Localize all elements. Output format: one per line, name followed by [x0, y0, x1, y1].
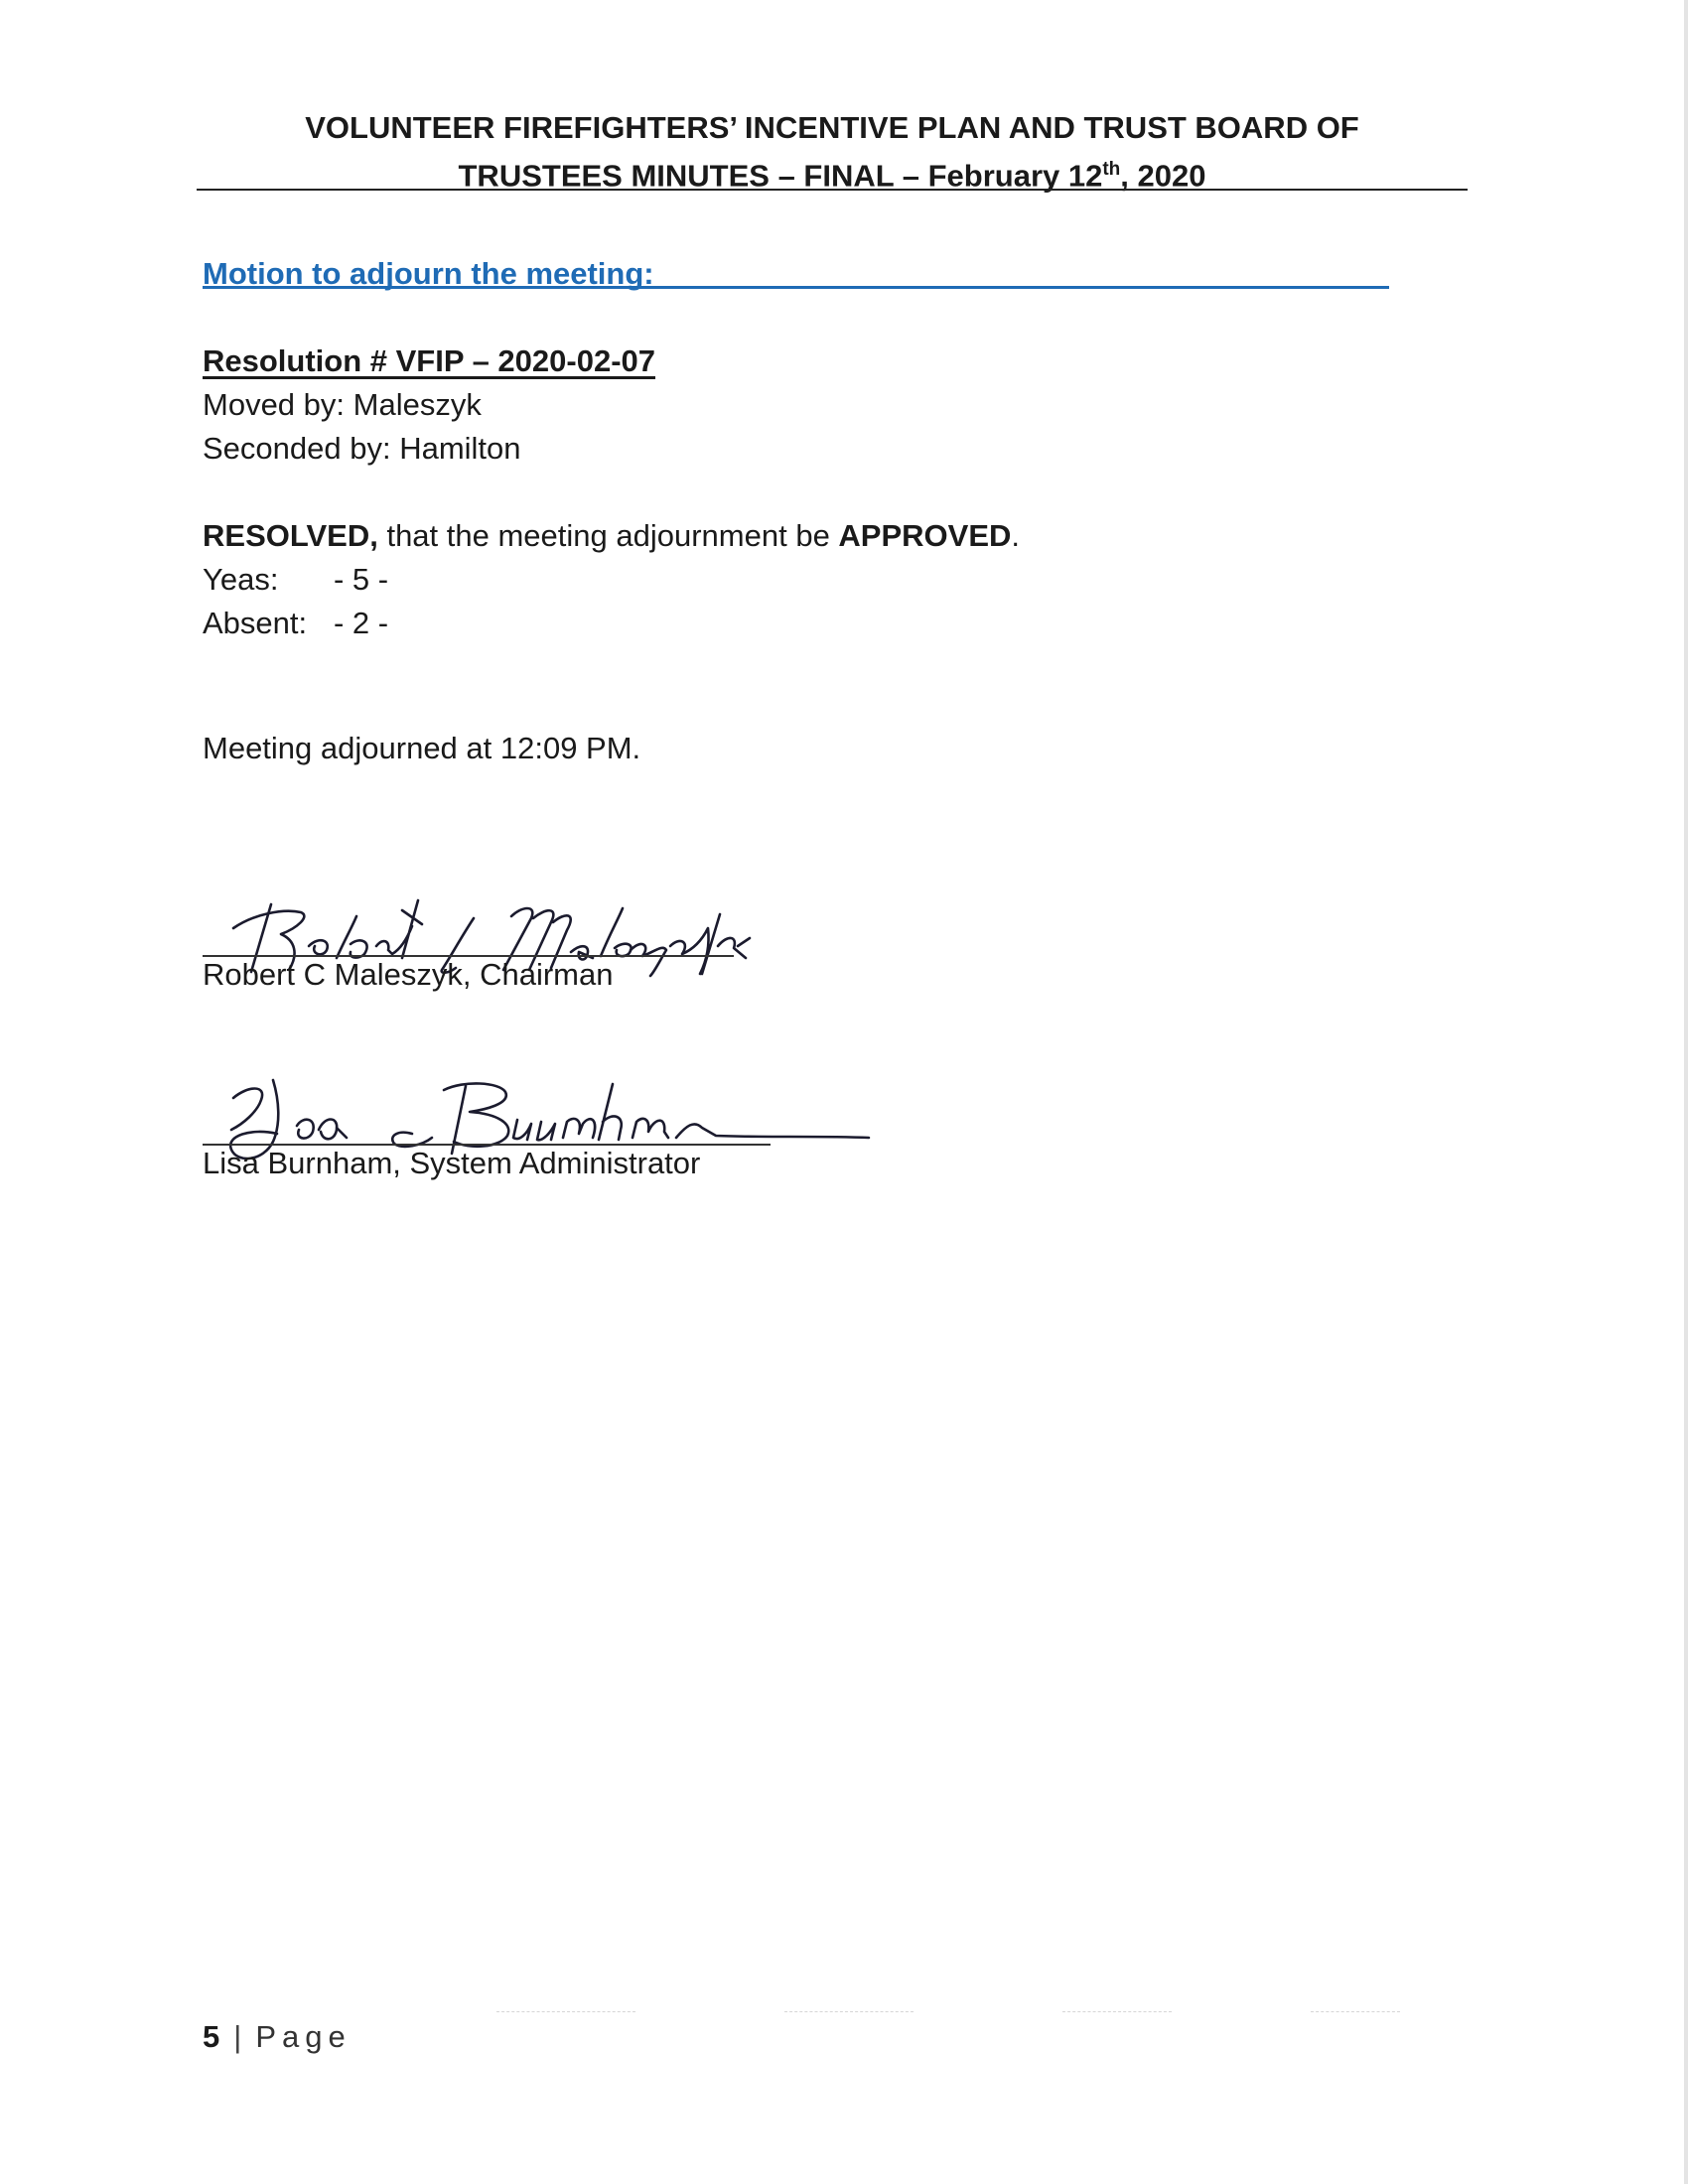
footer-separator: | — [233, 2019, 242, 2054]
resolved-block — [203, 514, 1020, 645]
document-header — [197, 107, 1468, 197]
moved-by: Moved by: Maleszyk — [203, 387, 482, 422]
chairman-name: Robert C Maleszyk, Chairman — [203, 957, 614, 992]
header-divider — [197, 189, 1468, 191]
scan-artifact — [1311, 2011, 1400, 2012]
administrator-name: Lisa Burnham, System Administrator — [203, 1146, 701, 1180]
yeas-row: Yeas: - 5 - — [203, 562, 389, 597]
resolution-title: Resolution # VFIP – 2020-02-07 — [203, 343, 656, 378]
header-line-1: VOLUNTEER FIREFIGHTERS’ INCENTIVE PLAN AND TRUST BOARD OF — [305, 110, 1359, 145]
scan-edge — [1684, 0, 1688, 2184]
adjourned-statement: Meeting adjourned at 12:09 PM. — [203, 731, 641, 765]
motion-heading: Motion to adjourn the meeting: — [203, 256, 654, 291]
seconded-by: Seconded by: Hamilton — [203, 431, 521, 466]
scan-artifact — [1062, 2011, 1172, 2012]
resolution-block — [203, 340, 655, 471]
page-word: Page — [255, 2019, 352, 2054]
page-number: 5 — [203, 2019, 220, 2054]
resolved-statement: RESOLVED, that the meeting adjournment be APPROVED. — [203, 518, 1021, 553]
scan-artifact — [784, 2011, 914, 2012]
page-footer — [203, 2019, 352, 2055]
header-line-2: TRUSTEES MINUTES – FINAL – February 12th, 2020 — [458, 158, 1206, 194]
scan-artifact — [496, 2011, 635, 2012]
motion-underline — [203, 286, 1389, 289]
absent-row: Absent: - 2 - — [203, 606, 389, 640]
